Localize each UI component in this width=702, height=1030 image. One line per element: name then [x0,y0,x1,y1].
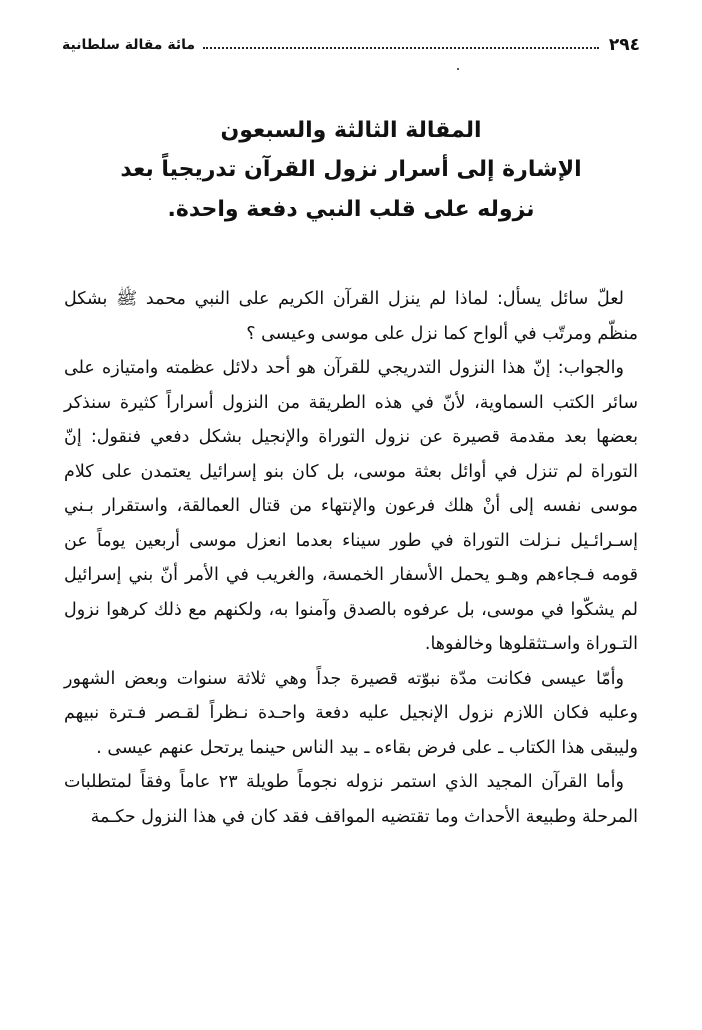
subtitle-line-2: نزوله على قلب النبي دفعة واحدة. [167,197,535,222]
print-speck [457,68,459,70]
heading-block [40,112,662,230]
book-title: مائة مقالة سلطانية [62,37,196,53]
body-text [64,282,638,834]
chapter-title: المقالة الثالثة والسبعون [220,118,482,143]
page-number: ٢٩٤ [608,35,640,55]
header-dot-leader [203,47,599,49]
paragraph-answer: والجواب: إنّ هذا النزول التدريجي للقرآن هو أحد دلائل عظمته وامتيازه على سائر الكتب السماوية، لأنّ في هذه الطريقة من النزول أسراراً كثيرة سنذكر بعضها بعد مقدمة قصيرة عن نزول التوراة والإنجيل بشكل دفعي فنقول: إنّ التوراة لم تنزل في أوائل بعثة موسى، بل كان بنو إسرائيل يعتمدن على كلام موسى نفسه إلى أنْ هلك فرعون والإنتهاء من قتال العمالقة، واستقرار بـني إسـرائـيل نـزلت التوراة في طور سيناء بعدما انعزل موسى أربعين يوماً عن قومه فـجاءهم وهـو يحمل الأسفار الخمسة، والغريب في الأمر أنّ بني إسرائيل لم يشكّوا في موسى، بل عرفوه بالصدق وآمنوا به، ولكنهم مع ذلك كرهوا نزول التـوراة واسـتثقلوها وخالفوها. [64,358,638,654]
subtitle-line-1: الإشارة إلى أسرار نزول القرآن تدريجياً بعد [120,157,582,182]
paragraph-question: لعلّ سائل يسأل: لماذا لم ينزل القرآن الكريم على النبي محمد ﷺ بشكل منظّم ومرتّب في ألواح كما نزل على موسى وعيسى ؟ [64,289,638,344]
running-header [62,30,640,60]
paragraph-isa: وأمّا عيسى فكانت مدّة نبوّته قصيرة جداً وهي ثلاثة سنوات وبعض الشهور وعليه فكان اللازم نزول الإنجيل عليه دفعة واحـدة نـظراً لقـصر فـترة نبيهم وليبقى هذا الكتاب ـ على فرض بقاءه ـ بيد الناس حينما يرتحل عنهم عيسى . [64,668,638,758]
paragraph-quran: وأما القرآن المجيد الذي استمر نزوله نجوماً طويلة ٢٣ عاماً وفقاً لمتطلبات المرحلة وطبيعة الأحداث وما تقتضيه المواقف فقد كان في هذا النزول حكـمة [64,772,638,827]
